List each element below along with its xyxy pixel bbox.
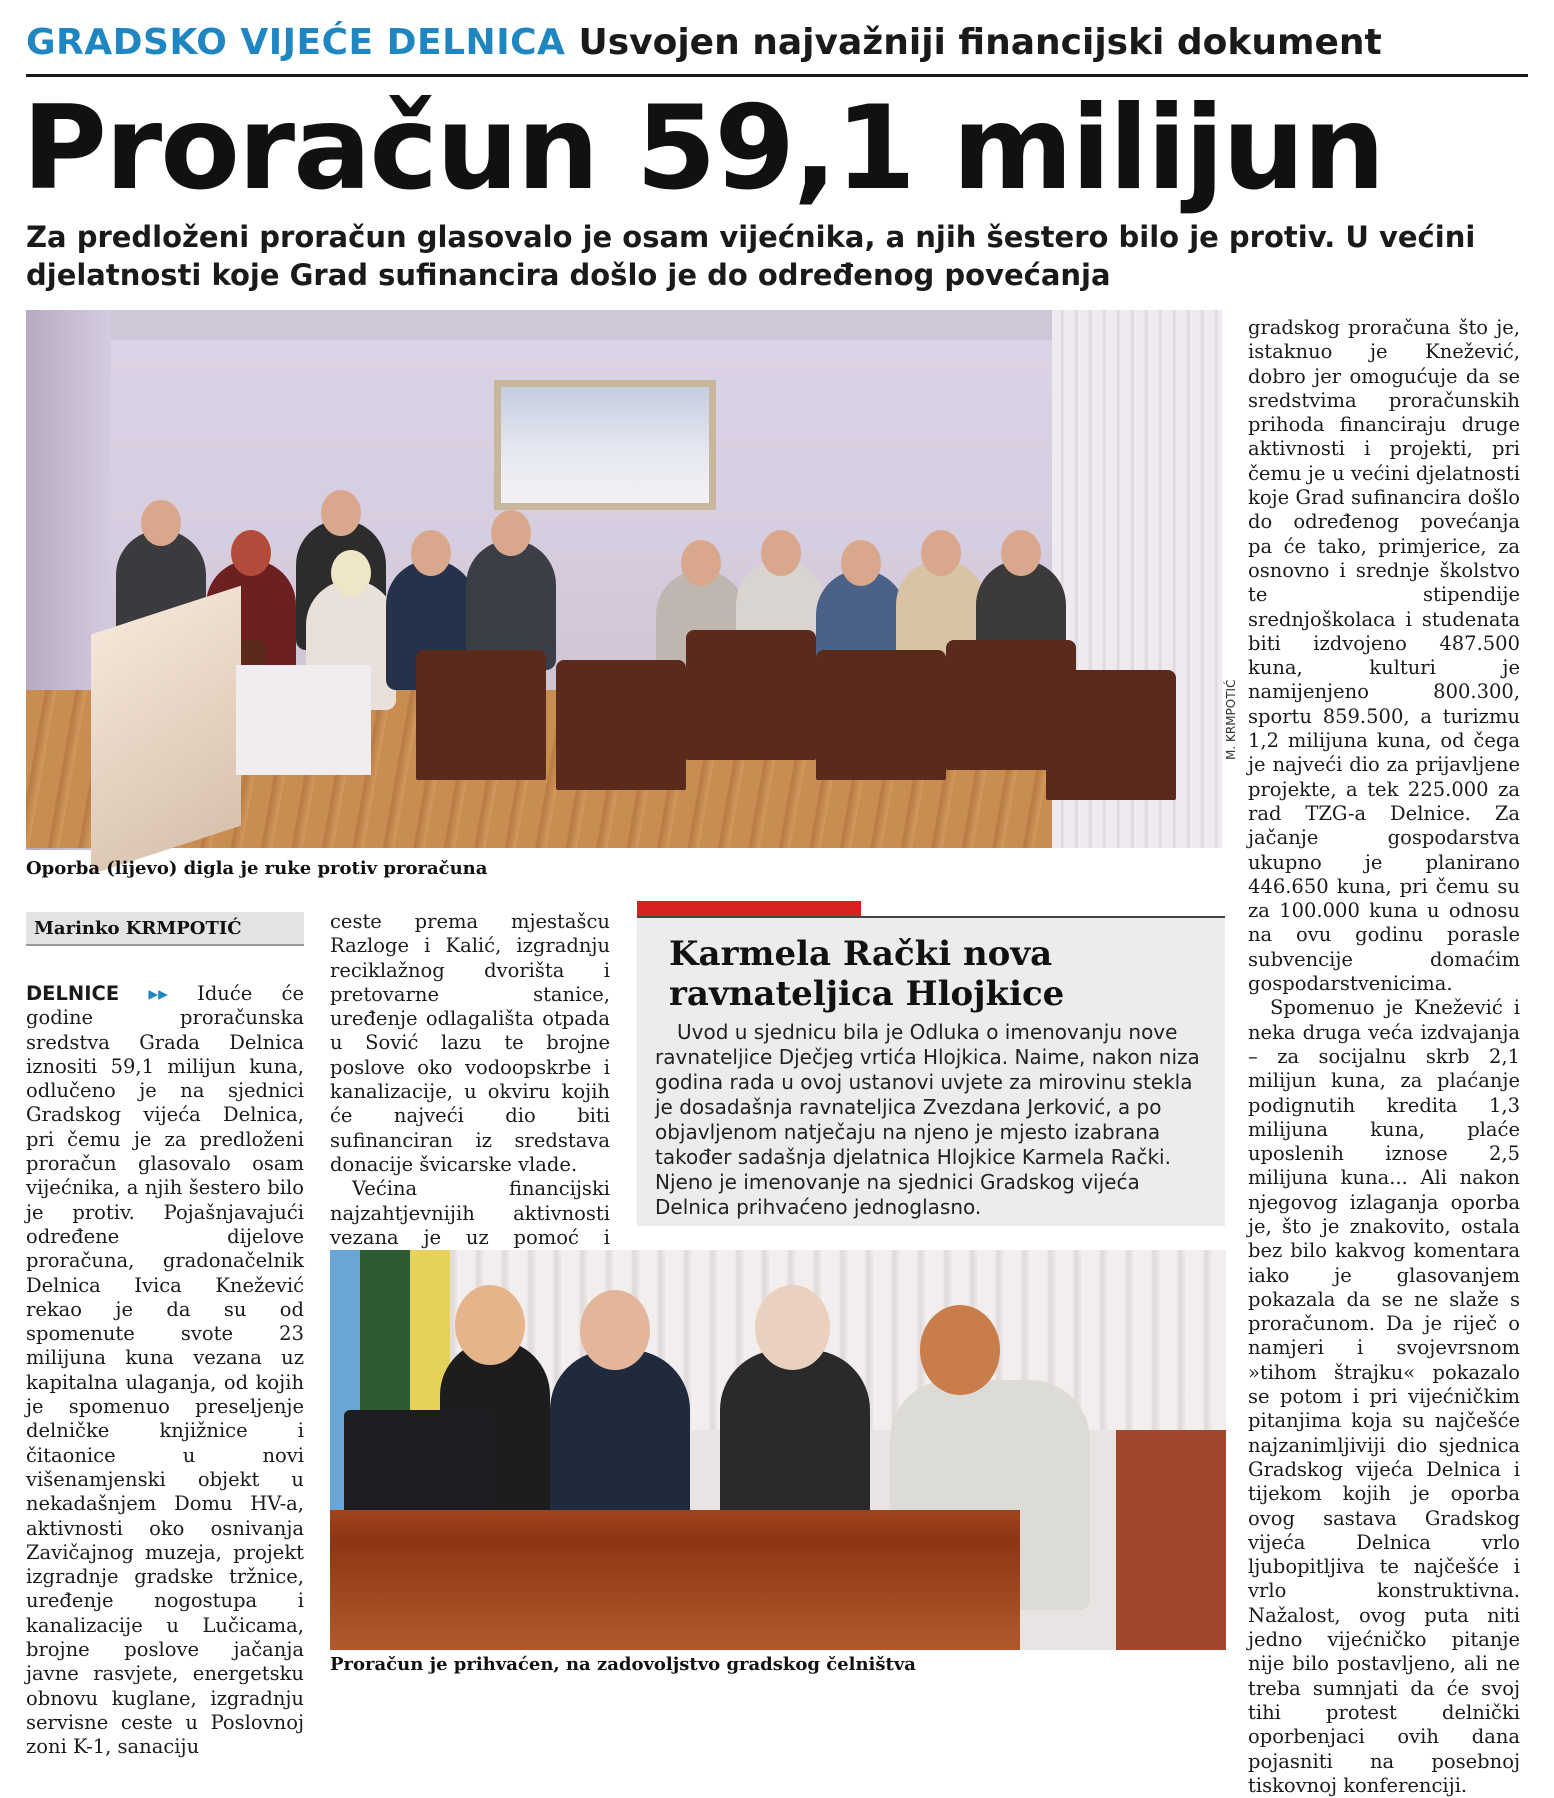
section-kicker: GRADSKO VIJEĆE DELNICA <box>26 22 566 63</box>
column-1-text: Iduće će godine proračunska sredstva Grada Delnica iznositi 59,1 milijun kuna, odlučeno je na sjednici Gradskog vijeća Delnica, pri čemu je za predloženi proračun glasovalo osam vijećnika, a njih šestero bilo je protiv. Pojašnjavajući određene dijelove proračuna, gradonačelnik Delnica Ivica Knežević rekao je da su od spomenute svote 23 milijuna kuna vezana uz kapitalna ulaganja, od kojih je spomenuo preseljenje delničke knjižnice i čitaonice u novi višenamjenski objekt u nekadašnjem Domu HV-a, aktivnosti oko osnivanja Zavičajnog muzeja, projekt izgradnje gradske tržnice, uređenje nogostupa i kanalizacije u Lučicama, brojne poslove jačanja javne rasvjete, energetsku obnovu kuglane, izgradnju servisne ceste u Poslovnoj zoni K-1, sanaciju <box>26 982 304 1759</box>
author-byline: Marinko KRMPOTIĆ <box>26 912 304 946</box>
photo-table <box>330 1510 1020 1650</box>
photo-head <box>755 1285 830 1370</box>
sidebar-title: Karmela Rački nova ravnateljica Hlojkice <box>669 934 1065 1014</box>
column-2-paragraph-1: ceste prema mjestašcu Razloge i Kalić, izgradnju reciklažnog dvorišta i pretovarne stanice, uređenje odlagališta otpada u Sović lazu te brojne poslove oko vodoopskrbe i kanalizacije, u okviru kojih će najveći dio biti sufinanciran iz sredstava donacije švicarske vlade. <box>330 910 610 1176</box>
article-column-2 <box>330 910 610 1249</box>
photo-ceiling <box>26 310 1222 340</box>
photo-presiding-table <box>330 1250 1226 1650</box>
photo-council-session <box>26 310 1222 848</box>
sidebar-box <box>637 916 1225 1226</box>
dateline: DELNICE <box>26 982 120 1005</box>
kicker-subtitle: Usvojen najvažniji financijski dokument <box>578 22 1382 63</box>
kicker-row <box>26 22 1526 70</box>
wall-painting <box>494 380 716 510</box>
lectern <box>91 586 241 875</box>
column-3-paragraph-2: Spomenuo je Knežević i neka druga veća izdvajanja – za socijalnu skrb 2,1 milijun kuna, za plaćanje podignutih kredita 1,3 milijuna kuna, plaće uposlenih iznose 2,5 milijuna kuna... Ali nakon njegovog izlaganja oporba je, što je znakovito, ostala bez bilo kakvog komentara iako je glasovanjem pokazala da se ne slaže s proračunom. Da je riječ o namjeri i svojevrsnom »tihom štrajku« pokazalo se potom i pri vijećničkim pitanjima koja su najčešće najzanimljiviji dio sjednica Gradskog vijeća Delnica i tijekom kojih je oporba ovog sastava Gradskog vijeća Delnica vrlo ljubopitljiva te najčešće i vrlo konstruktivna. Nažalost, ovog puta niti jedno vijećničko pitanje nije bilo postavljeno, ali ne treba sumnjati da će svoj tihi protest delnički oporbenjaci ovih dana pojasniti na posebnoj tiskovnoj konferenciji. <box>1248 996 1520 1797</box>
photo-2-caption: Proračun je prihvaćen, na zadovoljstvo gradskog čelništva <box>330 1654 916 1675</box>
photo-head <box>455 1285 525 1365</box>
photo-credit: M. KRMPOTIĆ <box>1224 679 1238 760</box>
column-2-paragraph-2: Većina financijski najzahtjevnijih aktivnosti vezana je uz pomoć i <box>330 1177 610 1249</box>
photo-chair <box>1116 1430 1226 1650</box>
article-column-3 <box>1248 316 1520 1797</box>
laptop <box>344 1410 494 1520</box>
photo-head <box>580 1290 650 1370</box>
column-3-paragraph-1: gradskog proračuna što je, istaknuo je Knežević, dobro jer omogućuje da se sredstvima proračunskih prihoda financiraju druge aktivnosti i projekti, pri čemu je u većini djelatnosti koje Grad sufinancira došlo do određenog povećanja pa će tako, primjerice, za osnovno i srednje školstvo te stipendije srednjoškolaca i studenata biti izdvojeno 487.500 kuna, kulturi je namijenjeno 800.300, sportu 859.500, a turizmu 1,2 milijuna kuna, od čega je najveći dio za prijavljene projekte, a tek 225.000 za rad TZG-a Delnice. Za jačanje gospodarstva ukupno je planirano 446.650 kuna, pri čemu su za 100.000 kuna u odnosu na ovu godinu porasle subvencije domaćim gospodarstvenicima. <box>1248 316 1520 996</box>
photo-caption: Oporba (lijevo) digla je ruke protiv proračuna <box>26 858 488 879</box>
deck: Za predloženi proračun glasovalo je osam vijećnika, a njih šestero bilo je protiv. U većini djelatnosti koje Grad sufinancira došlo je do određenog povećanja <box>26 220 1476 292</box>
article-column-1 <box>26 982 304 1759</box>
sidebar-accent-bar <box>637 901 861 916</box>
dateline-arrow-icon: ▸▸ <box>148 982 168 1005</box>
photo-head <box>920 1305 1000 1395</box>
header-rule <box>26 74 1528 77</box>
headline: Proračun 59,1 milijun <box>22 81 1384 216</box>
sidebar-text: Uvod u sjednicu bila je Odluka o imenovanju nove ravnateljice Dječjeg vrtića Hlojkica. Naime, nakon niza godina rada u ovoj ustanovi uvjete za mirovinu stekla je dosadašnja ravnateljica Zvezdana Jerković, a po objavljenom natječaju na njeno je mjesto izabrana također sadašnja djelatnica Hlojkice Karmela Rački. Njeno je imenovanje na sjednici Gradskog vijeća Delnica prihvaćeno jednoglasno. <box>655 1020 1200 1219</box>
side-table <box>236 665 371 775</box>
